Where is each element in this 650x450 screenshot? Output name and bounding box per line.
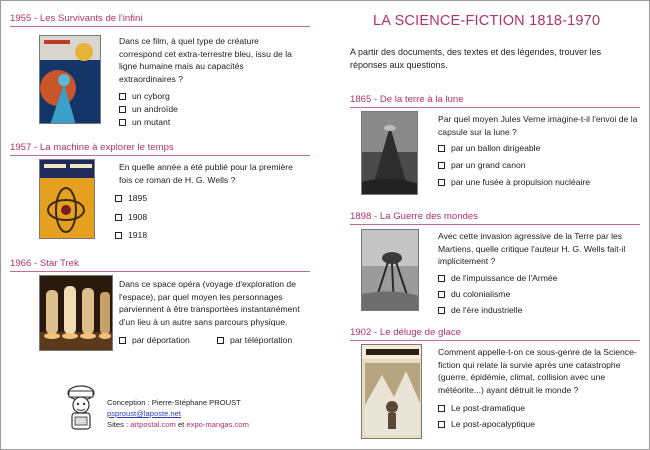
- site-link[interactable]: expo-mangas.com: [186, 420, 249, 429]
- answer-option[interactable]: du colonialisme: [438, 288, 510, 300]
- answer-option[interactable]: 1908: [115, 211, 147, 223]
- question-heading: 1955 - Les Survivants de l'infini: [10, 13, 143, 24]
- checkbox[interactable]: [115, 214, 122, 221]
- question-heading: 1902 - Le déluge de glace: [350, 327, 461, 338]
- answer-option[interactable]: par une fusée à propulsion nucléaire: [438, 176, 590, 188]
- cannon-engraving-image: [361, 111, 418, 195]
- checkbox[interactable]: [119, 106, 126, 113]
- teleporter-image: [39, 275, 113, 351]
- page-title: LA SCIENCE-FICTION 1818-1970: [373, 13, 601, 29]
- question-text: Dans ce space opéra (voyage d'exploration de l'espace), par quel moyen les personnages parviennent à être transportées instantanément d'un lieu à un autre sans parcours physique.: [119, 279, 300, 327]
- checkbox[interactable]: [438, 421, 445, 428]
- answer-option[interactable]: de l'impuissance de l'Armée: [438, 272, 557, 284]
- checkbox[interactable]: [119, 93, 126, 100]
- answer-option[interactable]: un mutant: [119, 116, 170, 128]
- checkbox[interactable]: [119, 337, 126, 344]
- author-mascot-logo: [63, 383, 99, 433]
- page-intro: A partir des documents, des textes et des légendes, trouver les réponses aux questions.: [350, 47, 602, 70]
- heading-rule: [10, 26, 310, 27]
- checkbox[interactable]: [438, 162, 445, 169]
- question-text: En quelle année a été publié pour la première fois ce roman de H. G. Wells ?: [119, 162, 293, 185]
- answer-option[interactable]: 1895: [115, 192, 147, 204]
- answer-option[interactable]: par un ballon dirigeable: [438, 142, 540, 154]
- tripod-engraving-image: [361, 229, 419, 311]
- question-heading: 1898 - La Guerre des mondes: [350, 211, 478, 222]
- question-heading: 1957 - La machine à explorer le temps: [10, 142, 174, 153]
- answer-option[interactable]: par un grand canon: [438, 159, 526, 171]
- email-link[interactable]: psproust@laposte.net: [107, 409, 181, 418]
- heading-rule: [10, 155, 310, 156]
- question-text: Par quel moyen Jules Verne imagine-t-il l'envoi de la capsule sur la lune ?: [438, 114, 638, 137]
- journal-cover-image: [361, 344, 422, 439]
- question-text: Dans ce film, à quel type de créature correspond cet extra-terrestre bleu, issu de la ligne humaine mais au capacités extraordinaires ?: [119, 36, 292, 84]
- answer-option[interactable]: 1918: [115, 229, 147, 241]
- question-heading: 1865 - De la terre à la lune: [350, 94, 464, 105]
- checkbox[interactable]: [217, 337, 224, 344]
- checkbox[interactable]: [438, 145, 445, 152]
- site-link[interactable]: artpostal.com: [130, 420, 176, 429]
- checkbox[interactable]: [438, 291, 445, 298]
- answer-option[interactable]: un cyborg: [119, 90, 170, 102]
- checkbox[interactable]: [438, 307, 445, 314]
- checkbox[interactable]: [438, 405, 445, 412]
- checkbox[interactable]: [438, 179, 445, 186]
- credits-sites-line: [107, 420, 249, 430]
- credits-email-line: [107, 409, 181, 419]
- sites-label: Sites :: [107, 420, 129, 429]
- sites-conjunction: et: [177, 420, 185, 429]
- answer-option[interactable]: par déportation: [119, 334, 190, 346]
- answer-option[interactable]: un androïde: [119, 103, 178, 115]
- answer-option[interactable]: Le post-dramatique: [438, 402, 525, 414]
- book-cover-image: [39, 159, 95, 239]
- answer-option[interactable]: de l'ère industrielle: [438, 304, 522, 316]
- question-text: Avec cette invasion agressive de la Terre par les Martiens, quelle critique l'auteur H. G. Wells fait-il implicitement ?: [438, 231, 626, 267]
- question-heading: 1966 - Star Trek: [10, 258, 79, 269]
- heading-rule: [10, 271, 310, 272]
- checkbox[interactable]: [438, 275, 445, 282]
- checkbox[interactable]: [119, 119, 126, 126]
- credits-label: Conception :: [107, 398, 150, 407]
- checkbox[interactable]: [115, 195, 122, 202]
- answer-option[interactable]: Le post-apocalyptique: [438, 418, 535, 430]
- credits-line: [107, 398, 241, 408]
- answer-option[interactable]: par téléportation: [217, 334, 292, 346]
- question-text: Comment appelle-t-on ce sous-genre de la Science-fiction qui relate la survie après une catastrophe (guerre, épidémie, climat, collision avec une météorite...) ayant détruit le monde ?: [438, 347, 637, 395]
- heading-rule: [350, 107, 640, 108]
- heading-rule: [350, 340, 640, 341]
- checkbox[interactable]: [115, 232, 122, 239]
- heading-rule: [350, 224, 640, 225]
- credits-author: Pierre-Stéphane PROUST: [151, 398, 241, 407]
- movie-poster-image: [39, 35, 101, 124]
